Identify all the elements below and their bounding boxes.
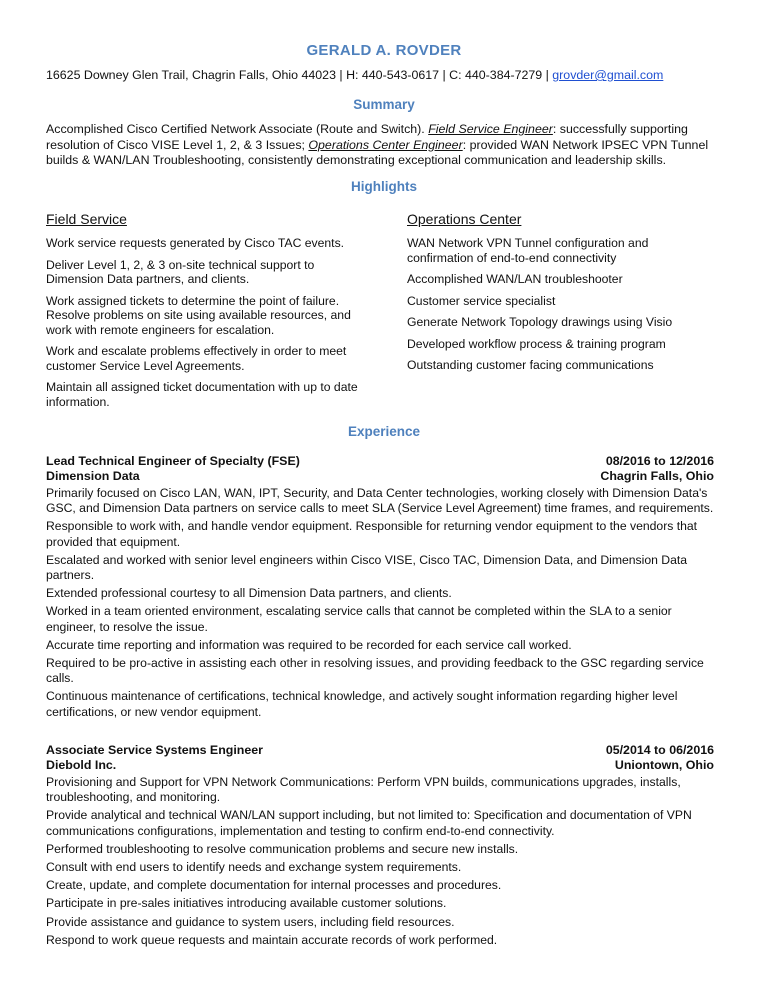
job-company-row <box>46 469 714 484</box>
job-entry-diebold <box>46 743 714 951</box>
job-duty: Extended professional courtesy to all Dimension Data partners, and clients. <box>46 586 452 601</box>
operations-center-title: Operations Center <box>407 211 522 227</box>
highlights-heading: Highlights <box>351 179 417 194</box>
job-duty: Primarily focused on Cisco LAN, WAN, IPT, Security, and Data Center technologies, working closely with Dimension Data's GSC, and Dimension Data partners on service calls to meet SLA (Service Level Agreement) time frames, and requirements. <box>46 486 714 516</box>
field-service-title: Field Service <box>46 211 127 227</box>
field-service-item: Work and escalate problems effectively in order to meet customer Service Level Agreements. <box>46 344 347 373</box>
field-service-item: Work assigned tickets to determine the point of failure. Resolve problems on site using available resources, and work with remote engineers for escalation. <box>46 293 351 337</box>
contact-address-phones: 16625 Downey Glen Trail, Chagrin Falls, Ohio 44023 | H: 440-543-0617 | C: 440-384-7279 | <box>46 68 549 82</box>
candidate-name: GERALD A. ROVDER <box>306 42 462 59</box>
job-location: Uniontown, Ohio <box>614 757 714 772</box>
job-company: Dimension Data <box>46 468 140 483</box>
job-duty: Worked in a team oriented environment, escalating service calls that cannot be completed within the SLA to a senior engineer, to resolve the issue. <box>46 604 672 634</box>
job-duty: Required to be pro-active in assisting each other in resolving issues, and providing feedback to the GSC regarding service calls. <box>46 656 704 686</box>
operations-center-item: Outstanding customer facing communications <box>407 358 654 372</box>
job-title: Associate Service Systems Engineer <box>46 743 263 757</box>
job-company-row <box>46 758 714 773</box>
field-service-item: Maintain all assigned ticket documentation with up to date information. <box>46 380 358 409</box>
operations-center-item: WAN Network VPN Tunnel configuration and confirmation of end-to-end connectivity <box>407 236 649 265</box>
operations-center-item: Generate Network Topology drawings using Visio <box>407 315 673 329</box>
operations-center-list <box>407 236 707 380</box>
job-location: Chagrin Falls, Ohio <box>600 468 714 483</box>
field-service-item: Deliver Level 1, 2, & 3 on-site technical support to Dimension Data partners, and clients. <box>46 257 315 286</box>
summary-text-3: : provided WAN Network IPSEC VPN Tunnel builds & WAN/LAN Troubleshooting, consistently demonstrating exceptional communication and leadership skills. <box>46 137 709 167</box>
job-duty: Provide assistance and guidance to system users, including field resources. <box>46 914 455 929</box>
operations-center-item: Accomplished WAN/LAN troubleshooter <box>407 272 623 286</box>
summary-role-operations-center: Operations Center Engineer <box>308 137 463 152</box>
job-duty: Escalated and worked with senior level engineers within Cisco VISE, Cisco TAC, Dimension Data, and Dimension Data partners. <box>46 552 688 583</box>
email-link[interactable]: grovder@gmail.com <box>552 68 664 82</box>
summary-text-1: Accomplished Cisco Certified Network Associate (Route and Switch). <box>46 122 429 136</box>
job-entry-dimension-data <box>46 454 714 723</box>
job-duty: Provisioning and Support for VPN Network Communications: Perform VPN builds, communications upgrades, installs, troubleshooting, and monitoring. <box>46 775 681 805</box>
job-duty: Provide analytical and technical WAN/LAN support including, but not limited to: Specification and documentation of VPN communications configurations, implementation and testing to confirm end-to-end connectivity. <box>46 808 692 838</box>
operations-center-item: Developed workflow process & training program <box>407 336 666 351</box>
job-duty: Respond to work queue requests and maintain accurate records of work performed. <box>46 932 498 947</box>
job-dates: 08/2016 to 12/2016 <box>605 454 714 468</box>
summary-role-field-service: Field Service Engineer <box>428 122 553 136</box>
job-duty: Accurate time reporting and information was required to be recorded for each service call worked. <box>46 637 572 652</box>
job-title-row <box>46 454 714 469</box>
job-duties <box>46 775 714 948</box>
summary-heading: Summary <box>353 97 415 112</box>
job-duties <box>46 486 714 720</box>
job-title: Lead Technical Engineer of Specialty (FSE) <box>46 454 300 468</box>
job-dates: 05/2014 to 06/2016 <box>605 743 714 757</box>
field-service-item: Work service requests generated by Cisco TAC events. <box>46 236 345 250</box>
job-duty: Continuous maintenance of certifications, technical knowledge, and actively sought information regarding higher level certifications, or new vendor equipment. <box>46 689 678 719</box>
job-duty: Responsible to work with, and handle vendor equipment. Responsible for returning vendor equipment to the vendors that provided that equipment. <box>46 519 698 549</box>
operations-center-item: Customer service specialist <box>407 293 556 308</box>
job-duty: Consult with end users to identify needs and exchange system requirements. <box>46 860 462 875</box>
job-title-row <box>46 743 714 758</box>
summary-text-2: : successfully supporting resolution of Cisco VISE Level 1, 2, & 3 Issues; <box>46 122 688 152</box>
field-service-list <box>46 236 364 416</box>
job-duty: Performed troubleshooting to resolve communication problems and secure new installs. <box>46 841 519 856</box>
job-duty: Create, update, and complete documentation for internal processes and procedures. <box>46 878 502 893</box>
job-duty: Participate in pre-sales initiatives introducing available customer solutions. <box>46 896 447 911</box>
job-company: Diebold Inc. <box>46 757 117 772</box>
contact-line <box>46 68 663 82</box>
summary-paragraph <box>46 122 726 169</box>
experience-heading: Experience <box>347 424 421 439</box>
